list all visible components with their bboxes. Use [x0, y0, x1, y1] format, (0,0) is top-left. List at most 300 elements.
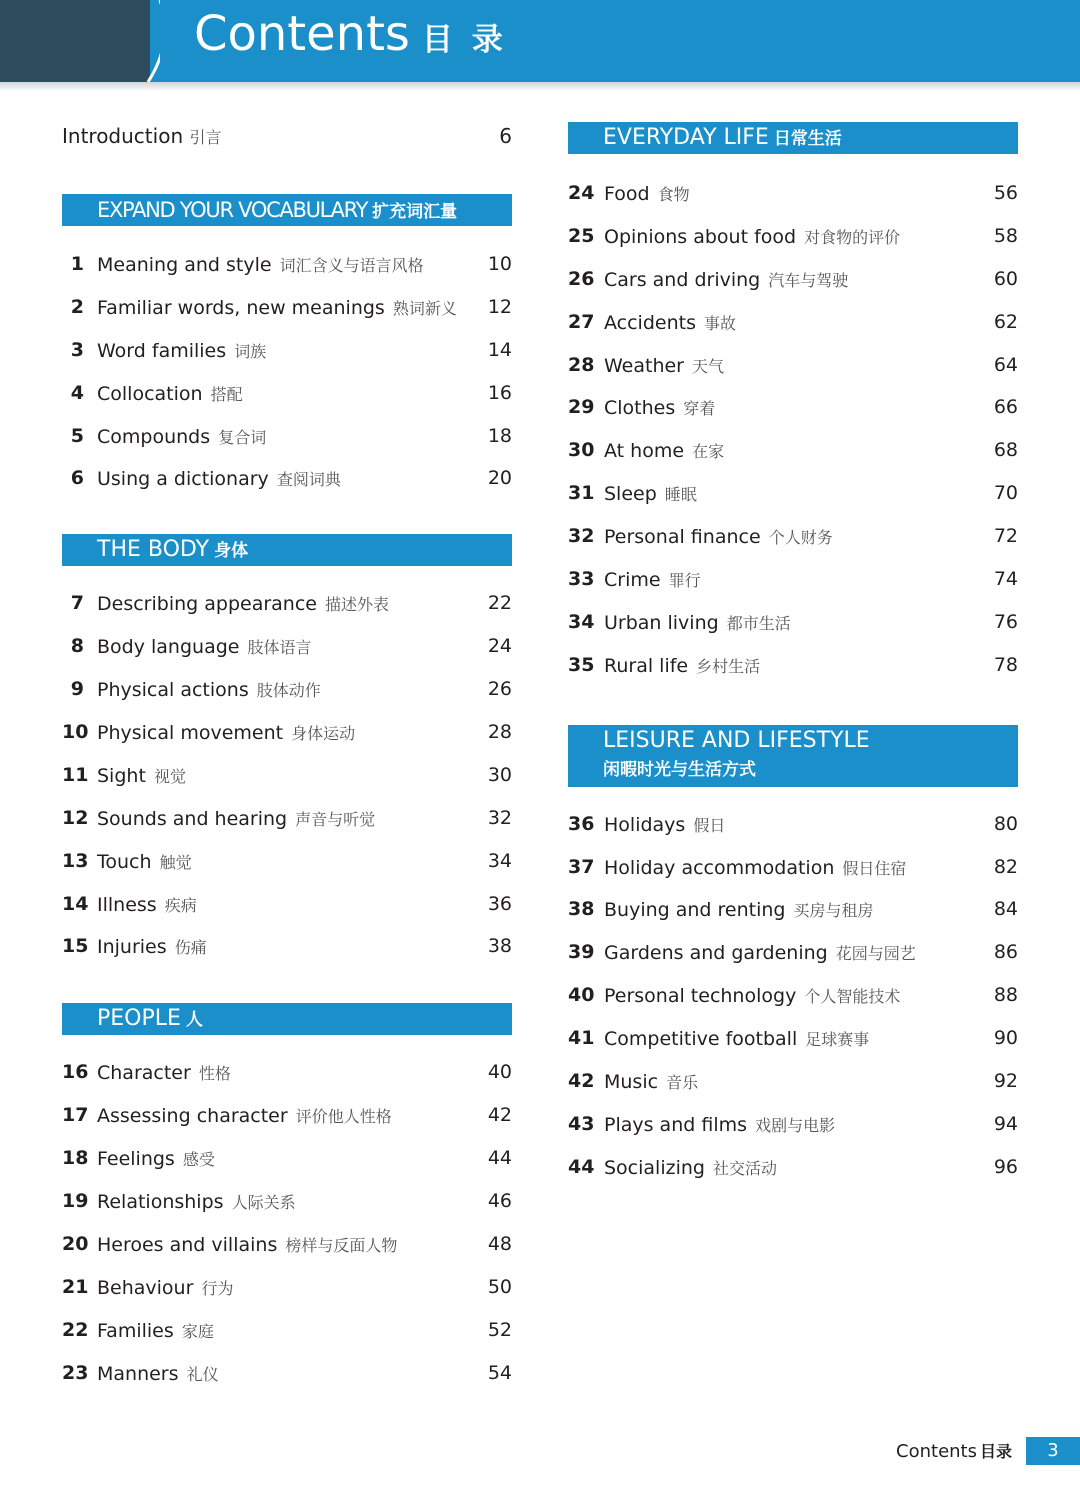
- entry-number: 32: [568, 525, 595, 548]
- section: [62, 194, 512, 504]
- entry-number: 16: [62, 1061, 89, 1084]
- entry-title-en: Families: [97, 1319, 174, 1342]
- toc-entry[interactable]: [62, 929, 512, 972]
- entry-title-zh: 肢体动作: [256, 681, 321, 701]
- entry-title-zh: 词族: [234, 341, 267, 361]
- entry-number: 20: [62, 1232, 89, 1255]
- section: [568, 725, 1018, 1193]
- entry-title: [604, 898, 874, 921]
- entry-number: 30: [568, 439, 595, 462]
- footer-label: Contents 目录: [896, 1441, 1012, 1462]
- section-title-zh: 日常生活: [773, 129, 842, 149]
- entry-title: [604, 225, 900, 248]
- entry-page: 76: [993, 610, 1018, 633]
- entry-title-en: Collocation: [97, 382, 203, 405]
- entry-title-zh: 个人财务: [768, 528, 833, 548]
- toc-entry[interactable]: [62, 1141, 512, 1184]
- toc-entry[interactable]: [568, 978, 1018, 1021]
- entry-title-zh: 乡村生活: [696, 656, 761, 676]
- toc-entry[interactable]: [62, 586, 512, 629]
- entry-number: 23: [62, 1361, 89, 1384]
- toc-entry[interactable]: [568, 348, 1018, 391]
- entry-title-zh: 天气: [692, 356, 725, 376]
- entry-title-zh: 复合词: [218, 427, 267, 447]
- entry-title-en: Opinions about food: [604, 225, 797, 248]
- entry-title-en: Socializing: [604, 1156, 705, 1179]
- entry-title: [604, 1113, 835, 1136]
- entry-title-en: Competitive football: [604, 1028, 798, 1051]
- toc-entry[interactable]: [62, 333, 512, 376]
- entry-title-zh: 足球赛事: [805, 1030, 870, 1050]
- entry-title-en: Clothes: [604, 397, 676, 420]
- section-list: [62, 586, 512, 972]
- entry-title-en: Meaning and style: [97, 254, 272, 276]
- toc-entry[interactable]: [568, 305, 1018, 348]
- entry-title-en: Holidays: [604, 813, 686, 836]
- entry-title-en: Food: [604, 183, 650, 205]
- section: [568, 122, 1018, 691]
- entry-title: [97, 635, 312, 658]
- entry-page: 62: [993, 310, 1018, 333]
- entry-title-en: Body language: [97, 636, 240, 659]
- entry-title-en: Assessing character: [97, 1105, 288, 1128]
- entry-page: 30: [487, 763, 512, 786]
- entry-page: 14: [487, 338, 512, 361]
- entry-title: [604, 182, 690, 205]
- entry-number: 33: [568, 568, 595, 591]
- toc-entry[interactable]: [568, 1107, 1018, 1150]
- toc-entry[interactable]: [568, 476, 1018, 519]
- entry-page: 88: [993, 984, 1018, 1007]
- entry-number: 6: [70, 467, 84, 490]
- toc-entry[interactable]: [62, 461, 512, 504]
- toc-entry[interactable]: [62, 290, 512, 333]
- entry-title-en: At home: [604, 440, 685, 463]
- entry-title: [97, 721, 355, 744]
- entry-page: 94: [993, 1112, 1018, 1135]
- section-list: [568, 807, 1018, 1193]
- entry-number: 29: [568, 396, 595, 419]
- entry-page: 70: [993, 482, 1018, 505]
- entry-number: 3: [70, 338, 84, 361]
- entry-title: [97, 1104, 392, 1127]
- entry-title-zh: 声音与听觉: [295, 809, 376, 829]
- entry-title: [604, 813, 725, 836]
- entry-title-zh: 花园与园艺: [835, 944, 916, 964]
- entry-title-en: Using a dictionary: [97, 468, 269, 491]
- toc-entry[interactable]: [62, 1227, 512, 1270]
- entry-title-zh: 食物: [657, 185, 690, 204]
- entry-title-zh: 礼仪: [186, 1364, 219, 1384]
- toc-entry[interactable]: [568, 807, 1018, 850]
- entry-title: [97, 893, 197, 916]
- entry-page: 42: [487, 1104, 512, 1127]
- entry-number: 14: [62, 892, 89, 915]
- entry-title: [97, 1233, 397, 1256]
- entry-title-en: Accidents: [604, 311, 696, 334]
- entry-title-en: Personal technology: [604, 985, 797, 1008]
- entry-title-zh: 行为: [201, 1278, 234, 1298]
- entry-title: [604, 984, 900, 1007]
- section-title: EVERYDAY LIFE: [603, 125, 769, 150]
- section-title-zh: 闲暇时光与生活方式: [603, 759, 756, 780]
- left-column: [62, 122, 512, 1398]
- entry-title-zh: 汽车与驾驶: [768, 270, 849, 290]
- entry-title: [97, 850, 192, 873]
- header-curve-decoration: [60, 0, 160, 82]
- entry-number: 31: [568, 482, 595, 505]
- section-header: [62, 534, 512, 566]
- entry-title-zh: 假日: [693, 815, 726, 835]
- entry-page: 54: [487, 1361, 512, 1384]
- entry-title-en: Manners: [97, 1362, 179, 1385]
- entry-title: [604, 525, 833, 548]
- entry-number: 1: [70, 253, 84, 275]
- section-title-zh: 扩充词汇量: [372, 202, 458, 222]
- entry-page: 60: [993, 267, 1018, 290]
- toc-entry[interactable]: [62, 715, 512, 758]
- entry-title-en: Familiar words, new meanings: [97, 296, 385, 319]
- entry-page: 46: [487, 1190, 512, 1213]
- toc-entry[interactable]: [62, 1313, 512, 1356]
- entry-page: 86: [993, 941, 1018, 964]
- entry-title-zh: 评价他人性格: [295, 1107, 392, 1127]
- entry-title-en: Behaviour: [97, 1276, 194, 1299]
- entry-page: 92: [993, 1070, 1018, 1093]
- toc-entry[interactable]: [62, 758, 512, 801]
- entry-number: 27: [568, 310, 595, 333]
- entry-number: 8: [70, 635, 84, 658]
- entry-page: 10: [487, 253, 512, 275]
- toc-entry[interactable]: [568, 519, 1018, 562]
- entry-title-zh: 查阅词典: [276, 470, 341, 490]
- page-title: [194, 6, 507, 62]
- entry-page: 96: [993, 1155, 1018, 1178]
- entry-title-zh: 肢体语言: [247, 638, 312, 658]
- right-column: [568, 122, 1018, 1193]
- entry-title: [604, 1156, 777, 1179]
- entry-title-zh: 穿着: [683, 399, 716, 419]
- entry-title-zh: 家庭: [181, 1321, 214, 1341]
- entry-title-en: Physical actions: [97, 679, 249, 702]
- entry-title-en: Touch: [97, 850, 152, 873]
- entry-title: [97, 425, 266, 448]
- entry-title: [604, 941, 916, 964]
- entry-title-zh: 事故: [704, 313, 737, 333]
- toc-entry[interactable]: [62, 672, 512, 715]
- toc-entry[interactable]: [62, 1356, 512, 1399]
- toc-entry[interactable]: [568, 1064, 1018, 1107]
- entry-title-zh: 性格: [198, 1064, 231, 1084]
- entry-number: 10: [62, 721, 89, 744]
- entry-title-en: Sight: [97, 764, 146, 787]
- section-title: LEISURE AND LIFESTYLE: [603, 727, 870, 753]
- entry-page: 24: [487, 635, 512, 658]
- entry-number: 44: [568, 1155, 595, 1178]
- entry-page: 26: [487, 678, 512, 701]
- entry-page: 90: [993, 1027, 1018, 1050]
- page-number: 3: [1026, 1437, 1080, 1465]
- entry-title: [604, 311, 736, 334]
- entry-title-en: Personal finance: [604, 526, 761, 549]
- entry-title: [604, 856, 906, 879]
- toc-entry[interactable]: [568, 850, 1018, 893]
- entry-page: 66: [993, 396, 1018, 419]
- entry-title-zh: 身体运动: [291, 724, 356, 744]
- section-list: [568, 176, 1018, 691]
- toc-entry[interactable]: [62, 887, 512, 930]
- entry-page: 80: [993, 812, 1018, 835]
- entry-title-en: Plays and films: [604, 1113, 748, 1136]
- section-header: [568, 122, 1018, 154]
- entry-number: 7: [70, 592, 84, 615]
- entry-page: 32: [487, 806, 512, 829]
- entry-title: [604, 1070, 698, 1093]
- toc-entry[interactable]: [568, 390, 1018, 433]
- entry-number: 43: [568, 1112, 595, 1135]
- entry-title-en: Music: [604, 1071, 659, 1094]
- entry-title-en: Rural life: [604, 654, 689, 677]
- entry-title-zh: 买房与租房: [793, 901, 874, 921]
- entry-page: 6: [499, 124, 512, 148]
- entry-title-zh: 在家: [692, 442, 725, 462]
- toc-entry[interactable]: [568, 892, 1018, 935]
- entry-title: [97, 807, 375, 830]
- entry-title-en: Injuries: [97, 936, 167, 959]
- entry-title: [97, 1190, 296, 1213]
- toc-entry[interactable]: [62, 629, 512, 672]
- entry-number: 5: [70, 424, 84, 447]
- entry-title-zh: 触觉: [159, 852, 192, 872]
- entry-title-zh: 熟词新义: [392, 298, 457, 318]
- toc-entry[interactable]: [568, 176, 1018, 219]
- toc-entry[interactable]: [62, 1055, 512, 1098]
- entry-number: 11: [62, 763, 89, 786]
- entry-number: 36: [568, 812, 595, 835]
- entry-title-en: Heroes and villains: [97, 1233, 278, 1256]
- entry-title: [97, 1147, 215, 1170]
- entry-title: [97, 1276, 233, 1299]
- toc-entry[interactable]: [568, 605, 1018, 648]
- entry-title-en: Weather: [604, 354, 684, 377]
- page-title-en: Contents: [194, 6, 410, 62]
- entry-title: [97, 467, 341, 490]
- toc-entry[interactable]: [62, 1098, 512, 1141]
- entry-title: [97, 1362, 219, 1385]
- entry-page: 50: [487, 1275, 512, 1298]
- entry-title-zh: 榜样与反面人物: [285, 1235, 398, 1255]
- entry-title-zh: 都市生活: [726, 613, 791, 633]
- entry-page: 64: [993, 353, 1018, 376]
- toc-entry[interactable]: [568, 1150, 1018, 1193]
- entry-title-zh: 词汇含义与语言风格: [279, 256, 424, 275]
- entry-title-zh: 人际关系: [231, 1193, 296, 1213]
- entry-title-en: Character: [97, 1062, 191, 1085]
- entry-title: [604, 654, 760, 677]
- entry-title: Introduction 引言: [62, 124, 222, 148]
- section-list: [62, 1055, 512, 1398]
- entry-title-zh: 疾病: [164, 895, 197, 915]
- section-list: [62, 247, 512, 504]
- toc-entry[interactable]: [568, 562, 1018, 605]
- entry-page: 18: [487, 424, 512, 447]
- entry-title-en: Holiday accommodation: [604, 856, 835, 879]
- entry-title-zh: 搭配: [210, 384, 243, 404]
- section-title: THE BODY: [97, 537, 210, 563]
- toc-entry[interactable]: [62, 376, 512, 419]
- section-header: [62, 1003, 512, 1035]
- entry-page: 68: [993, 439, 1018, 462]
- entry-title: [97, 296, 457, 319]
- section: [62, 534, 512, 972]
- toc-entry[interactable]: [568, 935, 1018, 978]
- entry-title-en: Physical movement: [97, 722, 284, 745]
- entry-number: 13: [62, 849, 89, 872]
- page-title-zh: 目 录: [421, 22, 507, 58]
- entry-number: 35: [568, 653, 595, 676]
- entry-title-zh: 社交活动: [713, 1158, 778, 1178]
- entry-title-en: Sleep: [604, 483, 657, 506]
- toc-entry-introduction[interactable]: [62, 122, 512, 156]
- entry-page: 28: [487, 721, 512, 744]
- entry-title-en: Word families: [97, 339, 227, 362]
- entry-number: 12: [62, 806, 89, 829]
- entry-number: 18: [62, 1147, 89, 1170]
- entry-number: 15: [62, 935, 89, 958]
- entry-number: 34: [568, 610, 595, 633]
- entry-title-en: Crime: [604, 569, 661, 592]
- toc-entry[interactable]: [568, 433, 1018, 476]
- entry-title: [97, 382, 243, 405]
- entry-title: [97, 339, 266, 362]
- entry-page: 48: [487, 1232, 512, 1255]
- entry-title-en: Urban living: [604, 611, 719, 634]
- entry-title: [97, 1061, 231, 1084]
- section-title-zh: 人: [185, 1010, 203, 1031]
- toc-entry[interactable]: [568, 648, 1018, 691]
- entry-title-zh: 视觉: [153, 766, 186, 786]
- entry-page: 16: [487, 381, 512, 404]
- entry-page: 22: [487, 592, 512, 615]
- entry-number: 22: [62, 1318, 89, 1341]
- toc-entry[interactable]: [62, 419, 512, 462]
- entry-title-en: Illness: [97, 893, 157, 916]
- entry-title-en: Cars and driving: [604, 268, 761, 291]
- entry-number: 41: [568, 1027, 595, 1050]
- toc-entry[interactable]: [62, 1270, 512, 1313]
- entry-number: 38: [568, 898, 595, 921]
- section-title: EXPAND YOUR VOCABULARY: [97, 198, 368, 222]
- entry-title-zh: 罪行: [668, 571, 701, 591]
- entry-title: [97, 592, 389, 615]
- entry-title-en: Feelings: [97, 1148, 175, 1171]
- entry-title-en: Gardens and gardening: [604, 942, 828, 965]
- entry-title: [604, 568, 701, 591]
- toc-entry[interactable]: [62, 844, 512, 887]
- entry-title-zh: 睡眠: [664, 485, 697, 505]
- entry-title: [97, 935, 207, 958]
- page-header: [0, 0, 1080, 82]
- entry-title: [604, 439, 724, 462]
- entry-number: 37: [568, 855, 595, 878]
- section: [62, 1003, 512, 1398]
- entry-title: [604, 268, 848, 291]
- toc-entry[interactable]: [568, 262, 1018, 305]
- entry-page: 40: [487, 1061, 512, 1084]
- entry-title-zh: 伤痛: [174, 938, 207, 958]
- toc-entry[interactable]: [62, 247, 512, 290]
- entry-title: [604, 396, 715, 419]
- section-header: [62, 194, 512, 226]
- entry-title-zh: 对食物的评价: [804, 227, 901, 247]
- entry-page: 84: [993, 898, 1018, 921]
- toc-entry[interactable]: [568, 219, 1018, 262]
- entry-page: 74: [993, 568, 1018, 591]
- entry-number: 19: [62, 1190, 89, 1213]
- entry-page: 38: [487, 935, 512, 958]
- entry-number: 9: [70, 678, 84, 701]
- entry-number: 17: [62, 1104, 89, 1127]
- toc-entry[interactable]: [62, 1184, 512, 1227]
- entry-page: 52: [487, 1318, 512, 1341]
- entry-number: 28: [568, 353, 595, 376]
- entry-title-en: Sounds and hearing: [97, 807, 288, 830]
- entry-page: 82: [993, 855, 1018, 878]
- entry-number: 2: [70, 295, 84, 318]
- entry-title: [97, 253, 424, 276]
- entry-title-en: Compounds: [97, 425, 211, 448]
- header-shadow: [0, 82, 1080, 92]
- entry-page: 36: [487, 892, 512, 915]
- entry-page: 34: [487, 849, 512, 872]
- entry-page: 72: [993, 525, 1018, 548]
- entry-title-zh: 戏剧与电影: [755, 1115, 836, 1135]
- entry-title-zh: 音乐: [666, 1073, 699, 1093]
- entry-page: 78: [993, 653, 1018, 676]
- entry-number: 4: [70, 381, 84, 404]
- entry-title: [97, 764, 186, 787]
- entry-page: 20: [487, 467, 512, 490]
- section-title: PEOPLE: [97, 1006, 181, 1032]
- entry-number: 39: [568, 941, 595, 964]
- entry-title: [97, 1319, 214, 1342]
- entry-title-en: Buying and renting: [604, 899, 786, 922]
- toc-entry[interactable]: [62, 801, 512, 844]
- entry-title: [604, 482, 697, 505]
- entry-title: [97, 678, 321, 701]
- entry-number: 21: [62, 1275, 89, 1298]
- entry-title-en: Describing appearance: [97, 593, 317, 616]
- entry-title-zh: 假日住宿: [842, 858, 907, 878]
- entry-title-en: Relationships: [97, 1191, 224, 1214]
- entry-title-zh: 描述外表: [325, 595, 390, 615]
- entry-title: [604, 611, 791, 634]
- entry-title: [604, 354, 724, 377]
- entry-number: 24: [568, 182, 595, 204]
- entry-number: 26: [568, 267, 595, 290]
- entry-page: 44: [487, 1147, 512, 1170]
- section-header: [568, 725, 1018, 787]
- entry-title-zh: 个人智能技术: [804, 987, 901, 1007]
- entry-title-zh: 感受: [182, 1150, 215, 1170]
- entry-page: 56: [993, 182, 1018, 204]
- toc-entry[interactable]: [568, 1021, 1018, 1064]
- entry-title: [604, 1027, 869, 1050]
- section-title-zh: 身体: [214, 541, 249, 562]
- entry-page: 12: [487, 295, 512, 318]
- entry-page: 58: [993, 224, 1018, 247]
- entry-number: 40: [568, 984, 595, 1007]
